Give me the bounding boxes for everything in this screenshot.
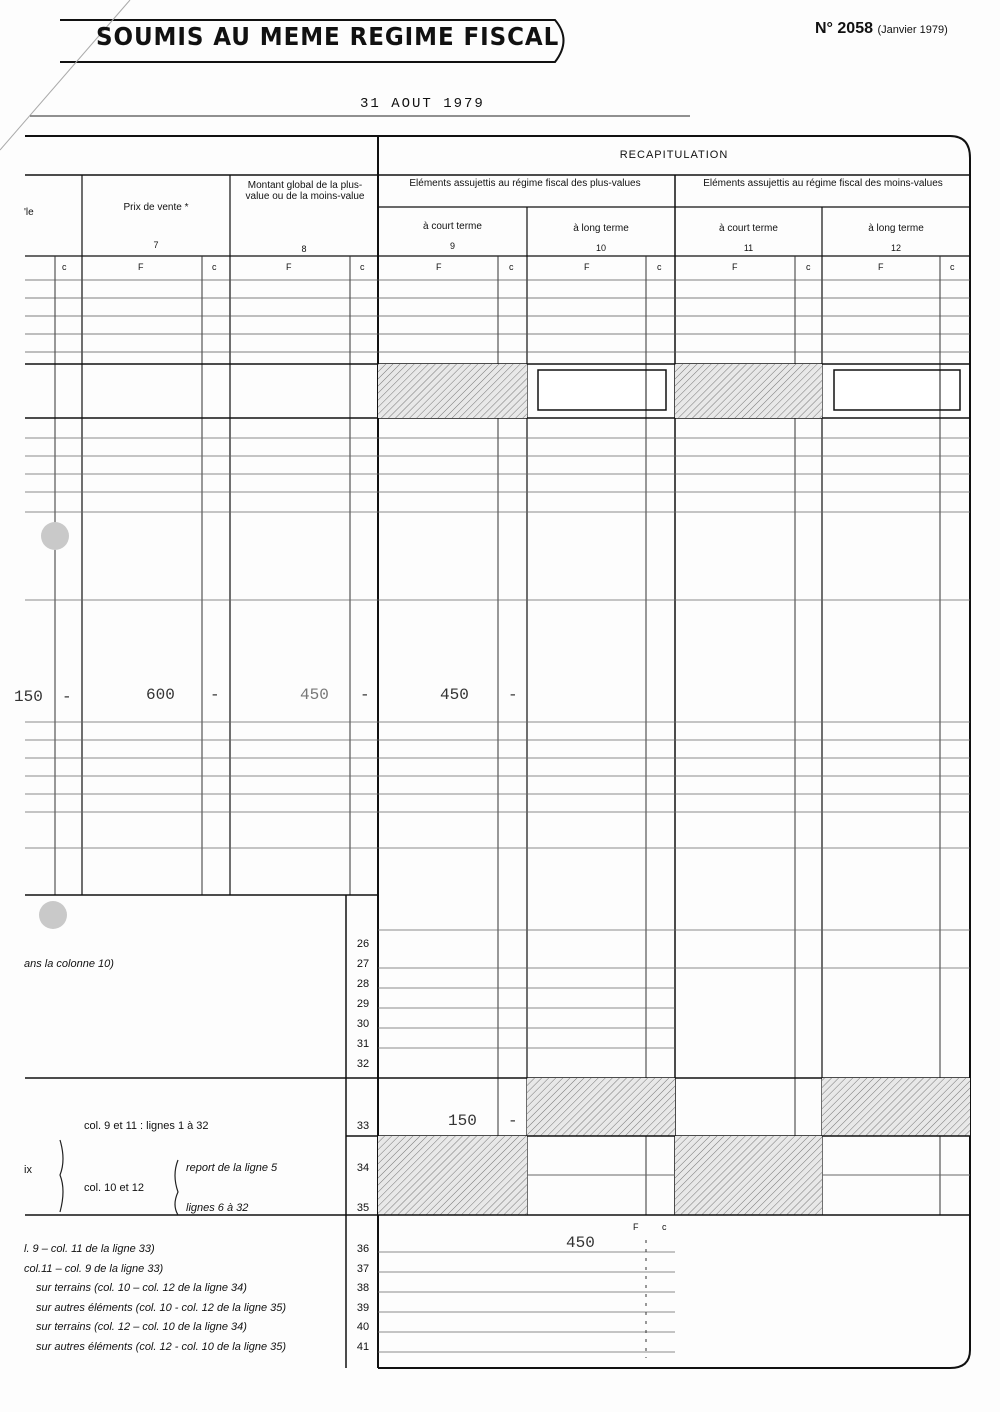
col12-number: 12 (890, 243, 901, 253)
form-line: sur autres éléments (col. 10 - col. 12 de la ligne 35) 39 (36, 1301, 370, 1314)
c-header: c (509, 262, 514, 272)
col8-dash: - (360, 686, 370, 704)
form-number: N° 2058 (Janvier 1979) (815, 20, 948, 37)
line33-label: col. 9 et 11 : lignes 1 à 32 (84, 1120, 209, 1132)
form-line: 31 (356, 1038, 370, 1050)
f-header: F (584, 262, 590, 272)
f-header: F (732, 262, 738, 272)
col10-number: 10 (595, 243, 606, 253)
col9-value: 450 (440, 686, 469, 704)
c-header: c (360, 262, 365, 272)
line35-label: lignes 6 à 32 (186, 1202, 249, 1214)
f-header: F (138, 262, 144, 272)
form-line: 29 (356, 998, 370, 1010)
col10-label: à long terme (573, 223, 629, 234)
line33-value: 150 (448, 1112, 477, 1130)
f-header: F (878, 262, 884, 272)
form-line: 26 (356, 938, 370, 950)
line35-number: 35 (356, 1202, 370, 1214)
date-stamp: 31 AOUT 1979 (360, 96, 485, 112)
form-line: sur terrains (col. 12 – col. 10 de la ligne 34) 40 (36, 1321, 370, 1334)
col9-dash: - (508, 686, 518, 704)
col8-number: 8 (301, 244, 307, 254)
col9-label: à court terme (423, 221, 482, 232)
col7-value: 600 (146, 686, 175, 704)
line36-value: 450 (566, 1234, 595, 1252)
col-left-fragment: 'le (24, 207, 34, 218)
lines-26-32 (0, 936, 378, 1076)
line33-dash: - (508, 1112, 518, 1130)
line34-label: report de la ligne 5 (186, 1162, 278, 1174)
form-line: 28 (356, 978, 370, 990)
col8-value: 450 (300, 686, 329, 704)
c-header: c (806, 262, 811, 272)
form-line: l. 9 – col. 11 de la ligne 33) 36 (24, 1243, 370, 1255)
form-line: sur autres éléments (col. 12 - col. 10 de la ligne 35) 41 (36, 1340, 370, 1353)
form-line: 32 (356, 1058, 370, 1070)
form-line: sur terrains (col. 10 – col. 12 de la ligne 34) 38 (36, 1282, 370, 1295)
left-dash: - (62, 688, 72, 706)
c-header: c (662, 1222, 667, 1232)
c-header: c (62, 262, 67, 272)
col7-number: 7 (153, 240, 159, 250)
form-line: 30 (356, 1018, 370, 1030)
col7-dash: - (210, 686, 220, 704)
c-header: c (657, 262, 662, 272)
f-header: F (286, 262, 292, 272)
col7-label: Prix de vente * (123, 202, 189, 213)
col12-label: à long terme (868, 223, 924, 234)
left-value: 150 (14, 688, 43, 706)
form-title: SOUMIS AU MEME REGIME FISCAL (96, 22, 560, 51)
line33-number: 33 (356, 1120, 370, 1132)
col8-label: Montant global de la plus-value ou de la moins-value (245, 180, 365, 202)
col11-label: à court terme (719, 223, 778, 234)
f-header: F (436, 262, 442, 272)
c-header: c (212, 262, 217, 272)
recap-title: RECAPITULATION (619, 149, 729, 161)
line34-35-left: ix (24, 1164, 32, 1176)
line34-number: 34 (356, 1162, 370, 1174)
plus-values-group: Eléments assujettis au régime fiscal des plus-values (409, 178, 641, 189)
moins-values-group: Eléments assujettis au régime fiscal des moins-values (703, 178, 943, 189)
f-header: F (633, 1222, 639, 1232)
line34-35-cols: col. 10 et 12 (84, 1182, 144, 1194)
lines-36-41 (0, 1242, 378, 1360)
col9-number: 9 (449, 241, 455, 251)
col11-number: 11 (743, 243, 754, 253)
form-line: ans la colonne 10) 27 (24, 958, 370, 970)
form-line: col.11 – col. 9 de la ligne 33) 37 (24, 1262, 370, 1275)
c-header: c (950, 262, 955, 272)
